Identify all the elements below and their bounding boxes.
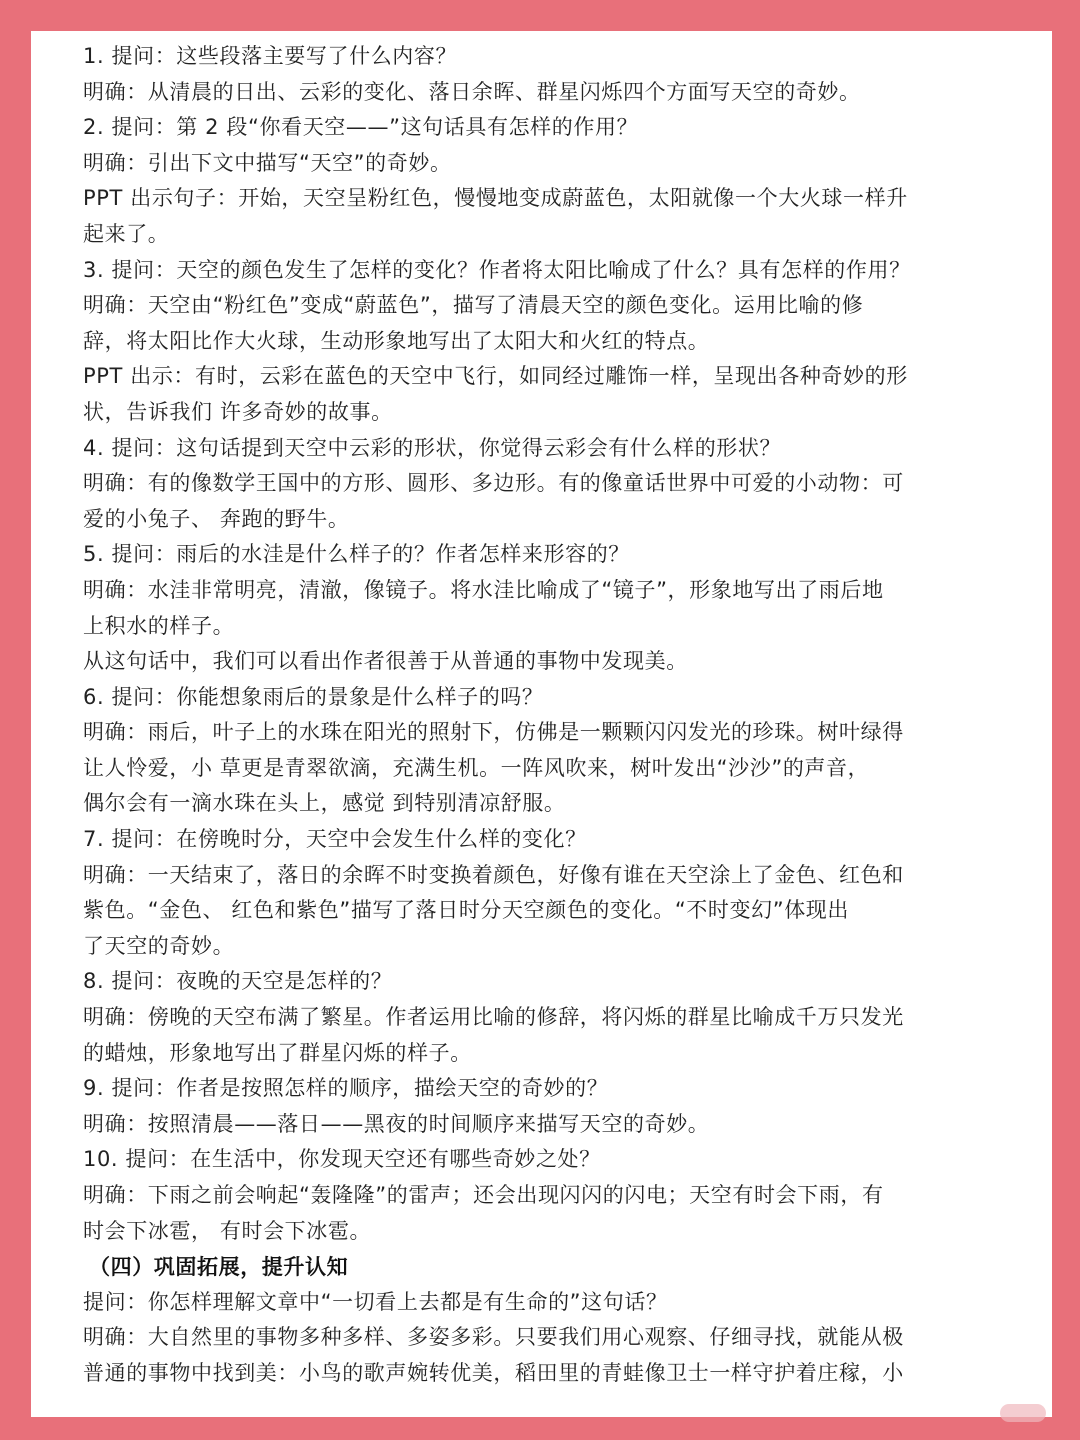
text-line: 明确：一天结束了，落日的余晖不时变换着颜色，好像有谁在天空涂上了金色、红色和 — [83, 862, 904, 887]
text-line: 明确：天空由“粉红色”变成“蔚蓝色”，描写了清晨天空的颜色变化。运用比喻的修 — [83, 293, 864, 318]
text-line: 的蜡烛，形象地写出了群星闪烁的样子。 — [83, 1040, 472, 1065]
text-line: 10. 提问：在生活中，你发现天空还有哪些奇妙之处？ — [83, 1147, 601, 1172]
text-line: 5. 提问：雨后的水洼是什么样子的？作者怎样来形容的？ — [83, 542, 630, 567]
text-line: PPT 出示：有时，云彩在蓝色的天空中飞行，如同经过雕饰一样，呈现出各种奇妙的形 — [83, 364, 908, 389]
text-line: 了天空的奇妙。 — [83, 933, 235, 958]
text-line: 紫色。“金色、 红色和紫色”描写了落日时分天空颜色的变化。“不时变幻”体现出 — [83, 898, 849, 923]
text-line: 明确：雨后，叶子上的水珠在阳光的照射下，仿佛是一颗颗闪闪发光的珍珠。树叶绿得 — [83, 720, 904, 745]
text-line: 4. 提问：这句话提到天空中云彩的形状，你觉得云彩会有什么样的形状？ — [83, 435, 782, 460]
text-line: 2. 提问：第 2 段“你看天空——”这句话具有怎样的作用？ — [83, 115, 639, 140]
document-text — [83, 39, 1023, 1392]
text-line: 明确：水洼非常明亮，清澈，像镜子。将水洼比喻成了“镜子”，形象地写出了雨后地 — [83, 577, 884, 602]
text-line: 提问：你怎样理解文章中“一切看上去都是有生命的”这句话？ — [83, 1289, 668, 1314]
text-line: 6. 提问：你能想象雨后的景象是什么样子的吗？ — [83, 684, 544, 709]
text-line: 普通的事物中找到美：小鸟的歌声婉转优美，稻田里的青蛙像卫士一样守护着庄稼，小 — [83, 1360, 904, 1385]
text-line: 3. 提问：天空的颜色发生了怎样的变化？作者将太阳比喻成了什么？具有怎样的作用？ — [83, 257, 911, 282]
text-line: 明确：下雨之前会响起“轰隆隆”的雷声；还会出现闪闪的闪电；天空有时会下雨，有 — [83, 1183, 884, 1207]
text-line: 8. 提问：夜晚的天空是怎样的？ — [83, 969, 393, 994]
text-line: 明确：从清晨的日出、云彩的变化、落日余晖、群星闪烁四个方面写天空的奇妙。 — [83, 79, 861, 104]
text-line: 明确：引出下文中描写“天空”的奇妙。 — [83, 150, 452, 175]
text-line: 上积水的样子。 — [83, 613, 235, 638]
section-heading: （四）巩固拓展，提升认知 — [89, 1254, 349, 1280]
text-line: 爱的小兔子、 奔跑的野牛。 — [83, 506, 350, 531]
text-line: 时会下冰雹， 有时会下冰雹。 — [83, 1218, 372, 1243]
text-line: 状，告诉我们 许多奇妙的故事。 — [83, 399, 393, 424]
text-line: 偶尔会有一滴水珠在头上，感觉 到特别清凉舒服。 — [83, 791, 566, 816]
text-line: 辞，将太阳比作大火球，生动形象地写出了太阳大和火红的特点。 — [83, 328, 710, 353]
text-line: 明确：傍晚的天空布满了繁星。作者运用比喻的修辞，将闪烁的群星比喻成千万只发光 — [83, 1005, 904, 1030]
text-line: 明确：有的像数学王国中的方形、圆形、多边形。有的像童话世界中可爱的小动物：可 — [83, 471, 904, 496]
text-line: 1. 提问：这些段落主要写了什么内容？ — [83, 44, 458, 68]
text-line: PPT 出示句子：开始，天空呈粉红色，慢慢地变成蔚蓝色，太阳就像一个大火球一样升 — [83, 186, 908, 211]
text-line: 明确：按照清晨——落日——黑夜的时间顺序来描写天空的奇妙。 — [83, 1111, 710, 1136]
watermark-logo — [1000, 1404, 1046, 1422]
text-line: 7. 提问：在傍晚时分，天空中会发生什么样的变化？ — [83, 827, 587, 852]
text-line: 明确：大自然里的事物多种多样、多姿多彩。只要我们用心观察、仔细寻找，就能从极 — [83, 1325, 904, 1350]
text-line: 9. 提问：作者是按照怎样的顺序，描绘天空的奇妙的？ — [83, 1076, 609, 1101]
text-line: 起来了。 — [83, 221, 170, 246]
document-page — [31, 31, 1052, 1417]
text-line: 从这句话中，我们可以看出作者很善于从普通的事物中发现美。 — [83, 649, 688, 674]
text-line: 让人怜爱，小 草更是青翠欲滴，充满生机。一阵风吹来，树叶发出“沙沙”的声音， — [83, 755, 870, 780]
